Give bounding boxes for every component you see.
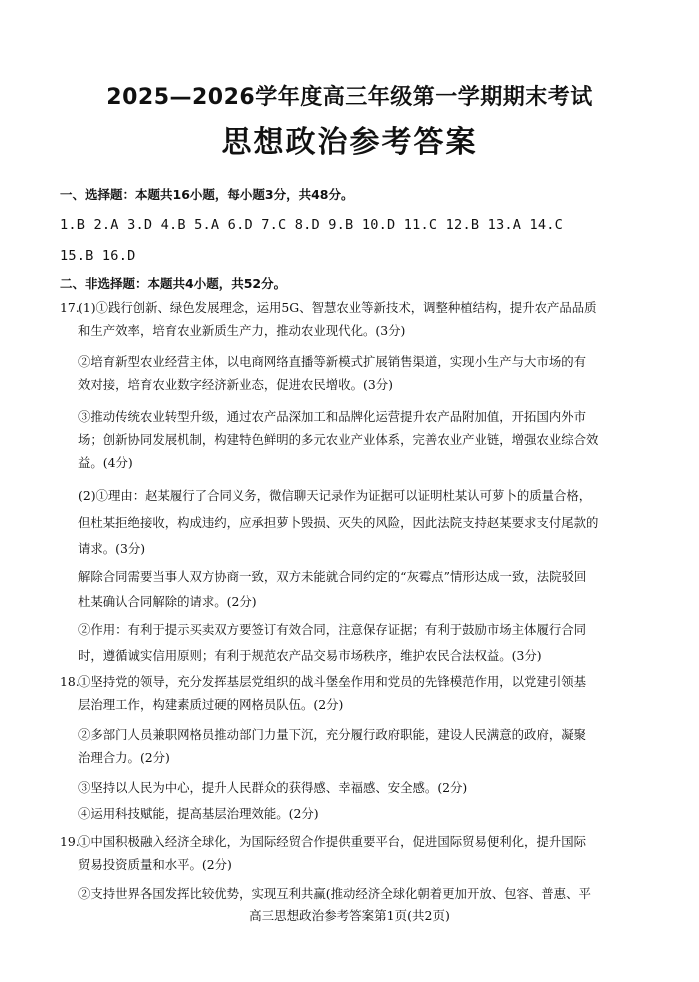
q17-part6-line: 时，遵循诚实信用原则；有利于规范农产品交易市场秩序，维护农民合法权益。(3分) bbox=[78, 648, 542, 663]
question-18-number: 18. bbox=[60, 674, 80, 689]
q17-part4-line: 但杜某拒绝接收，构成违约，应承担萝卜毁损、灭失的风险，因此法院支持赵某要求支付尾款的 bbox=[78, 515, 599, 530]
q17-part4-line: 请求。(3分) bbox=[78, 541, 146, 556]
q19-part2-line: ②支持世界各国发挥比较优势，实现互利共赢(推动经济全球化朝着更加开放、包容、普惠、平 bbox=[78, 886, 591, 901]
section2-heading: 二、非选择题：本题共4小题，共52分。 bbox=[60, 276, 287, 291]
q17-part3-line: 益。(4分) bbox=[78, 455, 133, 470]
q19-part1-line: 贸易投资质量和水平。(2分) bbox=[78, 857, 232, 872]
q17-part5-line: 杜某确认合同解除的请求。(2分) bbox=[78, 594, 257, 609]
q17-part4-line: (2)①理由：赵某履行了合同义务，微信聊天记录作为证据可以证明杜某认可萝卜的质量合格， bbox=[78, 488, 592, 503]
question-19-number: 19. bbox=[60, 834, 80, 849]
answer-key-title: 思想政治参考答案 bbox=[221, 125, 478, 160]
q18-part2-line: ②多部门人员兼职网格员推动部门力量下沉，充分履行政府职能，建设人民满意的政府，凝聚 bbox=[78, 727, 587, 742]
exam-title: 2025—2026学年度高三年级第一学期期末考试 bbox=[106, 85, 593, 110]
q17-part3-line: 场；创新协同发展机制，构建特色鲜明的多元农业产业体系，完善农业产业链，增强农业综合效 bbox=[78, 432, 599, 447]
q18-part1-line: ①坚持党的领导，充分发挥基层党组织的战斗堡垒作用和党员的先锋模范作用，以党建引领基 bbox=[78, 674, 587, 689]
q17-part2-line: 效对接，培育农业数字经济新业态，促进农民增收。(3分) bbox=[78, 377, 393, 392]
q17-part5-line: 解除合同需要当事人双方协商一致，双方未能就合同约定的“灰霉点”情形达成一致，法院驳回 bbox=[78, 569, 587, 584]
q17-part3-line: ③推动传统农业转型升级，通过农产品深加工和品牌化运营提升农产品附加值，开拓国内外市 bbox=[78, 409, 587, 424]
q17-part2-line: ②培育新型农业经营主体，以电商网络直播等新模式扩展销售渠道，实现小生产与大市场的有 bbox=[78, 354, 587, 369]
question-17-number: 17. bbox=[60, 300, 80, 315]
q18-part3-line: ③坚持以人民为中心，提升人民群众的获得感、幸福感、安全感。(2分) bbox=[78, 780, 468, 795]
mc-answers-line2: 15.B 16.D bbox=[60, 248, 136, 264]
q17-part1-line: 和生产效率，培育农业新质生产力，推动农业现代化。(3分) bbox=[78, 323, 406, 338]
q18-part1-line: 层治理工作，构建素质过硬的网格员队伍。(2分) bbox=[78, 697, 344, 712]
q17-part6-line: ②作用：有利于提示买卖双方要签订有效合同，注意保存证据；有利于鼓励市场主体履行合同 bbox=[78, 622, 587, 637]
mc-answers-line1: 1.B 2.A 3.D 4.B 5.A 6.D 7.C 8.D 9.B 10.D 11.C 12.B 13.A 14.C bbox=[60, 217, 564, 233]
q18-part2-line: 治理合力。(2分) bbox=[78, 750, 170, 765]
q17-part1-line: (1)①践行创新、绿色发展理念，运用5G、智慧农业等新技术，调整种植结构，提升农产品品质 bbox=[78, 300, 597, 315]
q19-part1-line: ①中国积极融入经济全球化，为国际经贸合作提供重要平台，促进国际贸易便利化，提升国际 bbox=[78, 834, 587, 849]
q18-part4-line: ④运用科技赋能，提高基层治理效能。(2分) bbox=[78, 806, 319, 821]
section1-heading: 一、选择题：本题共16小题，每小题3分，共48分。 bbox=[60, 187, 354, 202]
page-footer: 高三思想政治参考答案第1页(共2页) bbox=[249, 908, 450, 923]
